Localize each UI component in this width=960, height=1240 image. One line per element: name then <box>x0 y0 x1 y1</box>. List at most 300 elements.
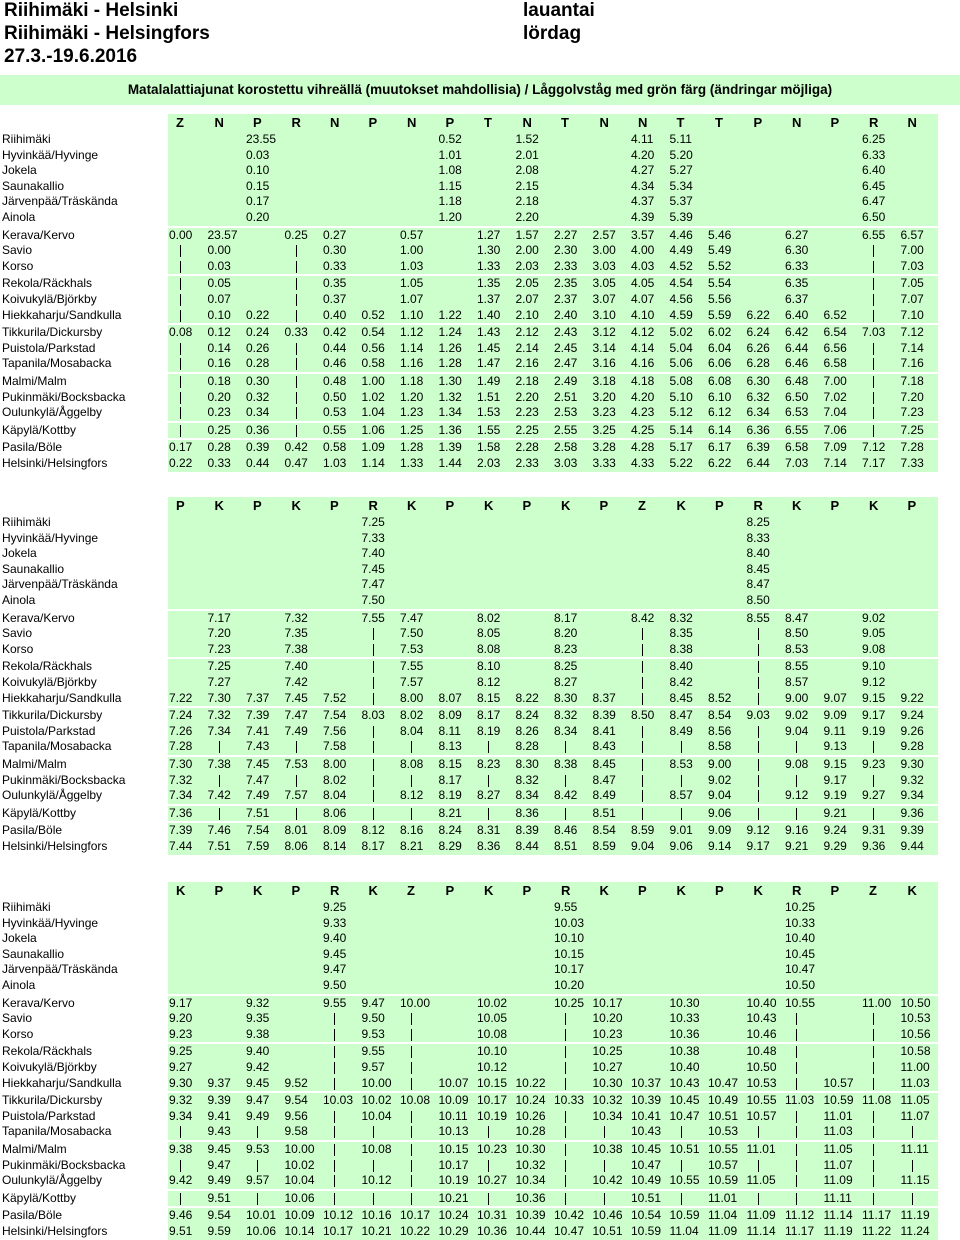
time-cells <box>168 423 938 439</box>
table-row <box>0 1191 960 1207</box>
departure-time: 8.23 <box>477 757 501 771</box>
time-cells <box>168 1142 938 1158</box>
departure-time: 0.40 <box>323 307 347 322</box>
departure-time: 9.17 <box>862 708 886 723</box>
passes-through-marker <box>411 1111 412 1123</box>
departure-time: 7.07 <box>900 292 924 306</box>
departure-time: 9.23 <box>169 1026 193 1041</box>
departure-time: 10.56 <box>900 1026 931 1041</box>
departure-time: 11.24 <box>900 1224 930 1238</box>
table-row <box>0 163 960 179</box>
departure-time: 11.14 <box>823 1208 853 1223</box>
departure-time: 2.08 <box>515 163 539 178</box>
departure-time: 1.23 <box>400 405 424 420</box>
station-name: Helsinki/Helsingfors <box>2 456 108 470</box>
passes-through-marker <box>758 808 759 820</box>
departure-time: 11.15 <box>900 1173 930 1188</box>
departure-time: 3.18 <box>592 374 616 388</box>
station-name: Helsinki/Helsingfors <box>2 839 108 853</box>
departure-time: 10.44 <box>515 1224 546 1238</box>
table-row <box>0 739 960 755</box>
departure-time: 10.57 <box>823 1075 854 1090</box>
passes-through-marker <box>296 294 297 306</box>
passes-through-marker <box>488 741 489 753</box>
departure-time: 10.27 <box>592 1060 623 1074</box>
departure-time: 0.39 <box>246 440 270 455</box>
line-letter: R <box>368 498 378 513</box>
departure-time: 11.09 <box>746 1208 776 1223</box>
departure-time: 10.30 <box>592 1075 623 1090</box>
departure-time: 7.16 <box>900 356 924 371</box>
line-letter: T <box>561 115 569 130</box>
departure-time: 10.53 <box>708 1124 739 1139</box>
departure-time: 4.05 <box>631 276 655 291</box>
departure-time: 0.20 <box>207 389 231 404</box>
departure-time: 9.55 <box>361 1044 385 1059</box>
departure-time: 8.45 <box>669 690 693 705</box>
passes-through-marker <box>373 759 374 771</box>
departure-time: 1.30 <box>477 243 501 258</box>
passes-through-marker <box>565 1144 566 1156</box>
departure-time: 0.25 <box>284 227 308 242</box>
departure-time: 9.57 <box>361 1060 385 1074</box>
departure-time: 0.57 <box>400 227 424 242</box>
departure-time: 0.33 <box>284 325 308 340</box>
departure-time: 4.56 <box>669 292 693 306</box>
departure-time: 10.47 <box>631 1157 662 1172</box>
departure-time: 0.24 <box>246 325 270 340</box>
departure-time: 7.54 <box>246 823 270 838</box>
day-fi: lauantai <box>523 0 595 21</box>
line-letter: K <box>753 883 763 898</box>
route-title-fi: Riihimäki - Helsinki <box>4 0 179 21</box>
departure-time: 10.55 <box>669 1173 700 1188</box>
passes-through-marker <box>873 407 874 419</box>
departure-time: 2.01 <box>515 147 539 162</box>
line-letter: K <box>792 498 802 513</box>
passes-through-marker <box>488 808 489 820</box>
departure-time: 10.43 <box>746 1011 777 1026</box>
table-row <box>0 1011 960 1027</box>
departure-time: 1.45 <box>477 340 501 355</box>
departure-time: 1.15 <box>438 178 462 193</box>
departure-time: 10.47 <box>785 962 816 977</box>
table-row <box>0 724 960 740</box>
table-row <box>0 390 960 406</box>
time-cells <box>168 1011 938 1027</box>
departure-time: 1.37 <box>477 292 501 306</box>
line-letter: K <box>484 883 494 898</box>
departure-time: 9.33 <box>323 915 347 930</box>
passes-through-marker <box>180 1126 181 1138</box>
station-name: Pasila/Böle <box>2 823 63 838</box>
departure-time: 6.32 <box>746 389 770 404</box>
departure-time: 5.14 <box>669 422 693 437</box>
departure-time: 2.05 <box>515 276 539 291</box>
departure-time: 11.01 <box>708 1190 738 1205</box>
departure-time: 8.35 <box>669 626 693 641</box>
departure-time: 7.32 <box>284 610 308 625</box>
departure-time: 4.46 <box>669 227 693 242</box>
departure-time: 10.37 <box>631 1075 662 1090</box>
passes-through-marker <box>796 1078 797 1090</box>
time-cells <box>168 659 938 675</box>
departure-time: 1.07 <box>400 292 424 306</box>
departure-time: 3.10 <box>592 307 616 322</box>
departure-time: 9.47 <box>246 1093 270 1108</box>
passes-through-marker <box>565 808 566 820</box>
departure-time: 5.54 <box>708 276 732 291</box>
departure-time: 2.18 <box>515 374 539 388</box>
departure-time: 11.09 <box>823 1173 853 1188</box>
departure-time: 9.19 <box>823 788 847 803</box>
departure-time: 9.34 <box>169 1108 193 1123</box>
departure-time: 8.17 <box>554 610 578 625</box>
departure-time: 6.33 <box>862 147 886 162</box>
departure-time: 11.07 <box>823 1157 853 1172</box>
departure-time: 0.28 <box>207 440 231 455</box>
passes-through-marker <box>873 1175 874 1187</box>
departure-time: 8.52 <box>708 690 732 705</box>
departure-time: 8.00 <box>400 690 424 705</box>
departure-time: 8.39 <box>515 823 539 838</box>
departure-time: 10.09 <box>438 1093 469 1108</box>
station-name: Hyvinkää/Hyvinge <box>2 530 99 545</box>
station-name: Järvenpää/Träskända <box>2 577 118 592</box>
departure-time: 9.25 <box>323 900 347 914</box>
departure-time: 5.49 <box>708 243 732 258</box>
departure-time: 9.21 <box>823 805 847 820</box>
departure-time: 7.03 <box>785 456 809 470</box>
departure-time: 8.41 <box>592 723 616 738</box>
departure-time: 10.02 <box>477 995 508 1010</box>
time-cells <box>168 978 938 994</box>
departure-time: 0.50 <box>323 389 347 404</box>
table-row <box>0 1076 960 1092</box>
departure-time: 8.04 <box>323 788 347 803</box>
departure-time: 8.30 <box>554 690 578 705</box>
departure-time: 0.28 <box>246 356 270 371</box>
table-row <box>0 259 960 275</box>
passes-through-marker <box>334 1046 335 1058</box>
departure-time: 6.10 <box>708 389 732 404</box>
time-cells <box>168 1093 938 1109</box>
departure-time: 7.47 <box>284 708 308 723</box>
departure-time: 2.27 <box>554 227 578 242</box>
time-cells <box>168 325 938 341</box>
departure-time: 10.59 <box>708 1173 739 1188</box>
departure-time: 8.50 <box>785 626 809 641</box>
departure-time: 8.00 <box>323 757 347 771</box>
departure-time: 7.41 <box>246 723 270 738</box>
passes-through-marker <box>758 741 759 753</box>
departure-time: 7.59 <box>246 839 270 853</box>
departure-time: 9.39 <box>207 1093 231 1108</box>
departure-time: 2.45 <box>554 340 578 355</box>
departure-time: 9.23 <box>862 757 886 771</box>
departure-time: 7.09 <box>823 440 847 455</box>
passes-through-marker <box>873 775 874 787</box>
departure-time: 0.17 <box>169 440 193 455</box>
table-row <box>0 179 960 195</box>
time-cells <box>168 593 938 609</box>
departure-time: 7.40 <box>361 546 385 561</box>
line-letter: K <box>176 883 186 898</box>
passes-through-marker <box>758 693 759 705</box>
departure-time: 2.30 <box>554 243 578 258</box>
departure-time: 7.00 <box>823 374 847 388</box>
table-row <box>0 325 960 341</box>
line-letter: P <box>291 883 301 898</box>
line-letter: N <box>638 115 648 130</box>
passes-through-marker <box>642 726 643 738</box>
departure-time: 8.34 <box>515 788 539 803</box>
departure-time: 9.20 <box>169 1011 193 1026</box>
departure-time: 10.08 <box>400 1093 431 1108</box>
departure-time: 11.17 <box>785 1224 815 1238</box>
time-cells <box>168 292 938 308</box>
departure-time: 6.40 <box>862 163 886 178</box>
departure-time: 8.09 <box>323 823 347 838</box>
departure-time: 9.36 <box>862 839 886 853</box>
departure-time: 10.51 <box>631 1190 662 1205</box>
departure-time: 4.39 <box>631 210 655 224</box>
departure-time: 10.43 <box>669 1075 700 1090</box>
line-letter: N <box>330 115 340 130</box>
departure-time: 8.06 <box>284 839 308 853</box>
departure-time: 8.08 <box>400 757 424 771</box>
departure-time: 6.44 <box>785 340 809 355</box>
departure-time: 2.20 <box>515 210 539 224</box>
departure-time: 9.47 <box>207 1157 231 1172</box>
departure-time: 10.20 <box>592 1011 623 1026</box>
departure-time: 7.28 <box>169 739 193 754</box>
departure-time: 4.23 <box>631 405 655 420</box>
line-header-row <box>168 882 938 900</box>
departure-time: 9.59 <box>207 1224 231 1238</box>
departure-time: 6.50 <box>862 210 886 224</box>
departure-time: 9.52 <box>284 1075 308 1090</box>
time-cells <box>168 1044 938 1060</box>
departure-time: 3.57 <box>631 227 655 242</box>
departure-time: 1.04 <box>361 405 385 420</box>
departure-time: 9.17 <box>823 772 847 787</box>
departure-time: 1.33 <box>400 456 424 470</box>
table-row <box>0 456 960 472</box>
passes-through-marker <box>873 310 874 322</box>
departure-time: 0.25 <box>207 422 231 437</box>
passes-through-marker <box>758 661 759 673</box>
line-letter: P <box>445 883 455 898</box>
departure-time: 1.00 <box>400 243 424 258</box>
departure-time: 6.24 <box>746 325 770 340</box>
departure-time: 1.10 <box>400 307 424 322</box>
departure-time: 7.38 <box>207 757 231 771</box>
departure-time: 8.53 <box>669 757 693 771</box>
departure-time: 1.34 <box>438 405 462 420</box>
departure-time: 7.50 <box>361 593 385 607</box>
line-letter: R <box>792 883 802 898</box>
departure-time: 8.54 <box>708 708 732 723</box>
passes-through-marker <box>411 775 412 787</box>
line-letter: P <box>638 883 647 898</box>
station-name: Tikkurila/Dickursby <box>2 708 103 723</box>
departure-time: 10.30 <box>515 1142 546 1156</box>
departure-time: 0.20 <box>246 210 270 224</box>
station-name: Kerava/Kervo <box>2 995 75 1010</box>
passes-through-marker <box>604 1193 605 1205</box>
departure-time: 0.46 <box>323 356 347 371</box>
passes-through-marker <box>681 808 682 820</box>
line-letter: P <box>445 498 455 513</box>
passes-through-marker <box>411 1013 412 1025</box>
time-cells <box>168 148 938 164</box>
passes-through-marker <box>411 1160 412 1172</box>
time-cells <box>168 996 938 1012</box>
passes-through-marker <box>642 644 643 656</box>
departure-time: 9.47 <box>323 962 347 977</box>
validity-period: 27.3.-19.6.2016 <box>4 46 138 67</box>
passes-through-marker <box>411 1046 412 1058</box>
departure-time: 8.53 <box>785 641 809 656</box>
line-letter: P <box>830 498 840 513</box>
departure-time: 7.54 <box>323 708 347 723</box>
time-cells <box>168 626 938 642</box>
passes-through-marker <box>180 358 181 370</box>
departure-time: 8.10 <box>477 659 501 674</box>
line-letter: K <box>676 883 686 898</box>
departure-time: 8.26 <box>515 723 539 738</box>
departure-time: 9.04 <box>708 788 732 803</box>
station-name: Oulunkylä/Åggelby <box>2 1173 103 1188</box>
departure-time: 11.05 <box>746 1173 776 1188</box>
departure-time: 7.57 <box>400 675 424 689</box>
line-letter: P <box>214 883 224 898</box>
departure-time: 8.15 <box>438 757 462 771</box>
departure-time: 1.27 <box>477 227 501 242</box>
departure-time: 6.26 <box>746 340 770 355</box>
departure-time: 1.40 <box>477 307 501 322</box>
departure-time: 2.20 <box>515 389 539 404</box>
departure-time: 11.19 <box>900 1208 930 1223</box>
table-row <box>0 931 960 947</box>
station-name: Jokela <box>2 546 37 561</box>
departure-time: 8.59 <box>592 839 616 853</box>
departure-time: 8.38 <box>554 757 578 771</box>
station-name: Tapanila/Mosabacka <box>2 1124 112 1139</box>
departure-time: 6.22 <box>746 307 770 322</box>
table-row <box>0 194 960 210</box>
passes-through-marker <box>565 1078 566 1090</box>
departure-time: 9.57 <box>246 1173 270 1188</box>
passes-through-marker <box>180 392 181 404</box>
passes-through-marker <box>758 790 759 802</box>
departure-time: 1.36 <box>438 422 462 437</box>
passes-through-marker <box>758 1193 759 1205</box>
departure-time: 8.27 <box>554 675 578 689</box>
table-row <box>0 562 960 578</box>
departure-time: 10.01 <box>246 1208 277 1223</box>
station-name: Rekola/Räckhals <box>2 276 93 291</box>
passes-through-marker <box>180 261 181 273</box>
departure-time: 0.52 <box>361 307 385 322</box>
station-name: Pukinmäki/Bocksbacka <box>2 389 126 404</box>
departure-time: 8.27 <box>477 788 501 803</box>
passes-through-marker <box>257 1160 258 1172</box>
station-name: Korso <box>2 1026 34 1041</box>
departure-time: 7.27 <box>207 675 231 689</box>
time-cells <box>168 405 938 421</box>
passes-through-marker <box>642 759 643 771</box>
passes-through-marker <box>873 261 874 273</box>
departure-time: 5.56 <box>708 292 732 306</box>
departure-time: 6.55 <box>862 227 886 242</box>
departure-time: 10.21 <box>438 1190 469 1205</box>
passes-through-marker <box>796 775 797 787</box>
line-letter: R <box>753 498 763 513</box>
line-letter: Z <box>869 883 877 898</box>
departure-time: 9.19 <box>862 723 886 738</box>
departure-time: 10.38 <box>669 1044 700 1059</box>
departure-time: 8.12 <box>361 823 385 838</box>
departure-time: 2.10 <box>515 307 539 322</box>
departure-time: 1.52 <box>515 132 539 146</box>
departure-time: 10.02 <box>284 1157 315 1172</box>
departure-time: 9.31 <box>862 823 886 838</box>
departure-time: 9.45 <box>323 946 347 961</box>
departure-time: 9.44 <box>900 839 924 853</box>
departure-time: 8.42 <box>669 675 693 689</box>
departure-time: 8.07 <box>438 690 462 705</box>
departure-time: 1.03 <box>400 258 424 273</box>
departure-time: 7.12 <box>862 440 886 455</box>
departure-time: 9.08 <box>785 757 809 771</box>
departure-time: 9.30 <box>900 757 924 771</box>
departure-time: 9.55 <box>554 900 578 914</box>
departure-time: 9.32 <box>169 1093 193 1108</box>
line-letter: K <box>253 883 263 898</box>
departure-time: 8.17 <box>477 708 501 723</box>
departure-time: 0.42 <box>284 440 308 455</box>
time-cells <box>168 562 938 578</box>
passes-through-marker <box>219 808 220 820</box>
departure-time: 6.56 <box>823 340 847 355</box>
departure-time: 3.16 <box>592 356 616 371</box>
passes-through-marker <box>642 628 643 640</box>
departure-time: 9.12 <box>862 675 886 689</box>
departure-time: 0.37 <box>323 292 347 306</box>
departure-time: 1.33 <box>477 258 501 273</box>
table-row <box>0 1109 960 1125</box>
departure-time: 5.11 <box>669 132 692 146</box>
station-name: Pasila/Böle <box>2 440 63 455</box>
departure-time: 1.08 <box>438 163 462 178</box>
departure-time: 6.58 <box>823 356 847 371</box>
line-letter: T <box>484 115 492 130</box>
departure-time: 1.39 <box>438 440 462 455</box>
line-letter: K <box>676 498 686 513</box>
departure-time: 1.16 <box>400 356 424 371</box>
passes-through-marker <box>296 245 297 257</box>
departure-time: 10.47 <box>554 1224 585 1238</box>
time-cells <box>168 739 938 755</box>
departure-time: 8.44 <box>515 839 539 853</box>
departure-time: 7.35 <box>284 626 308 641</box>
departure-time: 1.35 <box>477 276 501 291</box>
departure-time: 10.29 <box>438 1224 469 1238</box>
departure-time: 4.27 <box>631 163 655 178</box>
departure-time: 10.17 <box>400 1208 431 1223</box>
